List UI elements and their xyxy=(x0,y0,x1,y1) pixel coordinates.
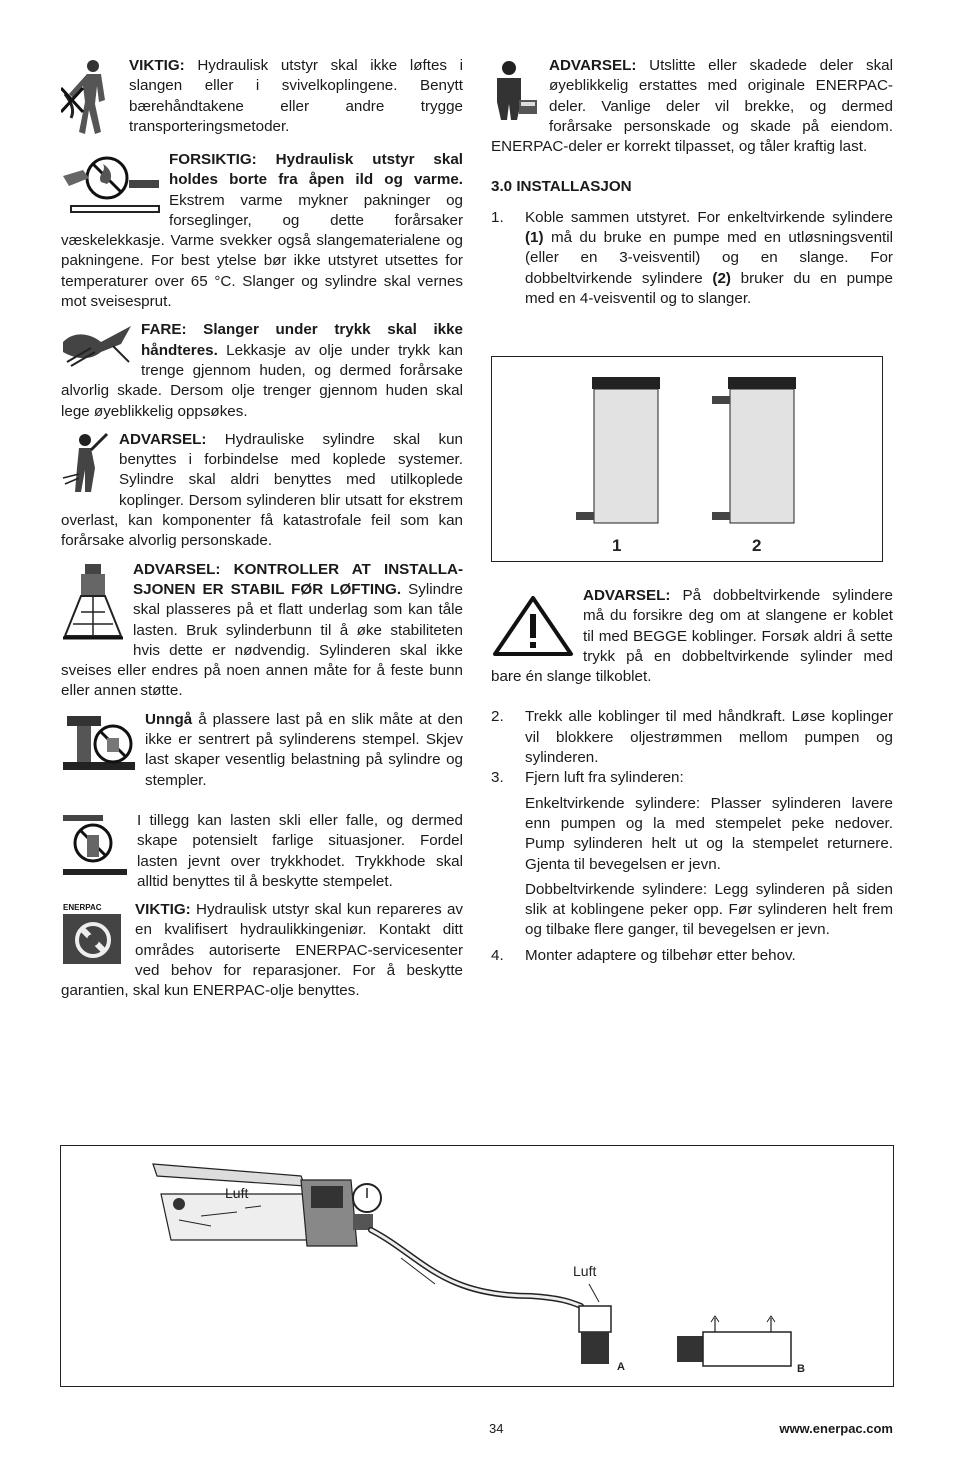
enerpac-service-icon xyxy=(61,902,125,966)
danger-lead: FARE: Slanger under trykk skal ikke håndteres. xyxy=(141,321,463,359)
cylinder-2-top-coupler xyxy=(712,396,730,404)
danger-pressurized-hose xyxy=(61,320,463,421)
notice-lead: Unngå xyxy=(145,710,193,728)
step-ref-2: (2) xyxy=(712,269,731,287)
caution-heat xyxy=(61,150,463,312)
page-number: 34 xyxy=(489,1421,504,1436)
installation-steps-continued xyxy=(491,707,893,966)
hydraulic-hose xyxy=(371,1230,581,1306)
warning-text: Utslitte eller skadede deler skal øyeblikkelig erstattes med originale ENERPAC-deler. Vanlige deler vil brekke, og dermed forårsake personskade og skade på eiendom. ENERPAC-deler er korrekt tilpasset, og tåler kraftig last. xyxy=(491,57,893,156)
enerpac-logo-text: ENERPAC xyxy=(63,903,102,913)
notice-off-center-load xyxy=(61,710,463,791)
cylinder-figure xyxy=(491,356,883,562)
cylinder-b-plunger xyxy=(677,1336,703,1362)
notice-text: å plassere last på en slik måte at den ikke er sentrert på sylinderens stempel. Skjev last skaper vesentlig belastning på sylindre og stempler. xyxy=(145,710,463,789)
step-ref-1: (1) xyxy=(525,229,544,247)
air-bleed-figure xyxy=(60,1145,894,1387)
step-number: 3. xyxy=(491,769,504,787)
notice-text: Hydraulisk utstyr skal kun repareres av en kvalifisert hydraulikkingeniør. Kontakt ditt områdes autoriserte ENERPAC-servicesenter ved behov for reparasjoner. For å beskytte garantien, skal kun ENERPAC-olje benyttes. xyxy=(61,901,463,1000)
double-acting-instructions: Dobbeltvirkende sylindere: Legg sylinderen på siden slik at koblingene peker opp. Før sylinderen helt frem og tilbake flere ganger, til bevegelsen er jevn. xyxy=(525,880,893,939)
label-a: A xyxy=(617,1361,625,1373)
warning-text: Sylindre skal plasseres på et flatt underlag som kan tåle lasten. Bruk sylinderbunn til å øke stabiliteten hvis dette er nødvendig. Sylinderen skal ikke sveises eller endres på noen annen måte for å feste bunn eller annen støtte. xyxy=(61,580,463,700)
cylinder-2-cap xyxy=(728,377,796,389)
stable-base-icon xyxy=(61,562,125,642)
figure-label-2: 2 xyxy=(752,536,762,555)
danger-text: Lekkasje av olje under trykk kan trenge gjennom huden, og dermed forårsake alvorlig skade. Dersom olje trenger gjennom huden skal lege øyeblikkelig oppsøkes. xyxy=(61,341,463,420)
step-text: må du bruke en pumpe med en utløsningsventil (eller en 3-veisventil) og en slange. For dobbeltvirkende sylindere xyxy=(525,229,893,287)
notice-text: I tillegg kan lasten skli eller falle, og dermed skape potensielt farlige situasjoner. Fordel lasten jevnt over trykkhodet. Trykkhode skal alltid benyttes til å beskytte stempelet. xyxy=(137,811,463,890)
step-text: Monter adaptere og tilbehør etter behov. xyxy=(525,946,796,964)
cylinder-a-body xyxy=(579,1306,611,1332)
slipping-load-icon xyxy=(61,813,129,877)
warning-lead: ADVARSEL: xyxy=(549,57,637,74)
notice-slipping-load xyxy=(61,811,463,892)
step-number: 2. xyxy=(491,708,504,726)
warning-double-acting-block xyxy=(491,586,893,966)
cylinder-1-body xyxy=(594,389,658,523)
heat-warning-icon xyxy=(61,150,161,216)
cylinder-1-cap xyxy=(592,377,660,389)
reservoir-vent xyxy=(173,1198,185,1210)
step-1 xyxy=(491,208,893,309)
air-label-pump: Luft xyxy=(225,1185,249,1201)
cylinder-2-body xyxy=(730,389,794,523)
warning-lead: ADVARSEL: xyxy=(119,430,207,448)
warning-lead: VIKTIG: xyxy=(129,57,185,74)
installation-steps xyxy=(491,208,893,309)
warning-text: Hydraulisk utstyr skal ikke løftes i slangen eller i svivelkoplingene. Benytt bærehåndtakene eller andre trygge transporteringsmetoder. xyxy=(129,57,463,135)
cylinder-b-body xyxy=(703,1332,791,1366)
notice-lead: VIKTIG: xyxy=(135,901,191,919)
pressurized-hose-icon xyxy=(61,322,133,368)
right-column xyxy=(491,56,893,309)
air-label-cylinder: Luft xyxy=(573,1263,597,1279)
step-number: 1. xyxy=(491,208,504,226)
step-text: Fjern luft fra sylinderen: xyxy=(525,769,684,787)
step-text: Koble sammen utstyret. For enkeltvirkende sylindere xyxy=(525,208,893,226)
warning-double-acting xyxy=(491,586,893,687)
notice-repair-service xyxy=(61,900,463,1001)
warning-replacement-parts xyxy=(491,56,893,157)
air-flow-arrows-cylinder-b xyxy=(715,1318,771,1332)
label-b: B xyxy=(797,1363,805,1375)
mechanic-icon xyxy=(491,60,539,122)
warning-lead: ADVARSEL: xyxy=(583,587,671,604)
warning-lead: ADVARSEL: KONTROLLER AT INSTALLA-SJONEN ER STABIL FØR LØFTING. xyxy=(133,560,463,598)
left-column xyxy=(61,56,463,1002)
step-number: 4. xyxy=(491,946,504,964)
step-4 xyxy=(491,946,893,966)
lifting-hose-warning-icon xyxy=(61,58,121,142)
disconnected-coupler-icon xyxy=(61,432,111,498)
caution-text: Ekstrem varme mykner pakninger og forseglinger, og dette forårsaker væskelekkasje. Varme svekker også slangematerialene og pakningene. For best ytelse bør ikke utstyret utsettes for temperaturer over 65 °C. Slanger og sylindre skal vernes mot sveisesprut. xyxy=(61,191,463,311)
cylinder-a-plunger xyxy=(581,1332,609,1364)
warning-text: På dobbeltvirkende sylindere må du forsikre deg om at slangene er koblet til med BEGGE koblinger. Forsøk aldri å sette trykk på en dobbeltvirkende sylinder med bare én slange tilkoblet. xyxy=(491,587,893,686)
step-text: bruker du en pumpe med en 4-veisventil og to slanger. xyxy=(525,269,894,307)
warning-text: Hydrauliske sylindre skal kun benyttes i forbindelse med koplede systemer. Sylindre skal aldri benyttes med utilkoplede koplinger. Dersom sylinderen blir utsatt for ekstrem overlast, kan komponenter få katastrofale feil som kan forårsake alvorlig personskade. xyxy=(61,430,463,550)
single-acting-instructions: Enkeltvirkende sylindere: Plasser sylinderen lavere enn pumpen og la med stempelet peke nedover. Pump sylinderen helt ut og la stempelet returnere. Gjenta til bevegelsen er jevn. xyxy=(525,794,893,873)
off-center-load-icon xyxy=(61,712,137,774)
cylinder-1-coupler xyxy=(576,512,594,520)
cylinder-figure-drawing xyxy=(492,357,882,561)
warning-lifting xyxy=(61,56,463,142)
section-title: 3.0 INSTALLASJON xyxy=(491,178,632,196)
pump-handle xyxy=(153,1164,305,1186)
cylinder-2-bottom-coupler xyxy=(712,512,730,520)
warning-stable-installation xyxy=(61,560,463,702)
pump-valve xyxy=(311,1186,343,1208)
caution-lead: FORSIKTIG: Hydraulisk utstyr skal holdes borte fra åpen ild og varme. xyxy=(169,151,463,189)
figure-label-1: 1 xyxy=(612,536,622,555)
air-bleed-drawing xyxy=(61,1146,893,1386)
step-3 xyxy=(491,768,893,940)
step-text: Trekk alle koblinger til med håndkraft. Løse koplinger vil blokkere oljestrømmen mellom pumpen og sylinderen. xyxy=(525,708,893,767)
warning-couplers xyxy=(61,430,463,552)
website-url: www.enerpac.com xyxy=(779,1421,893,1436)
step-2 xyxy=(491,707,893,768)
warning-triangle-icon xyxy=(491,594,575,658)
